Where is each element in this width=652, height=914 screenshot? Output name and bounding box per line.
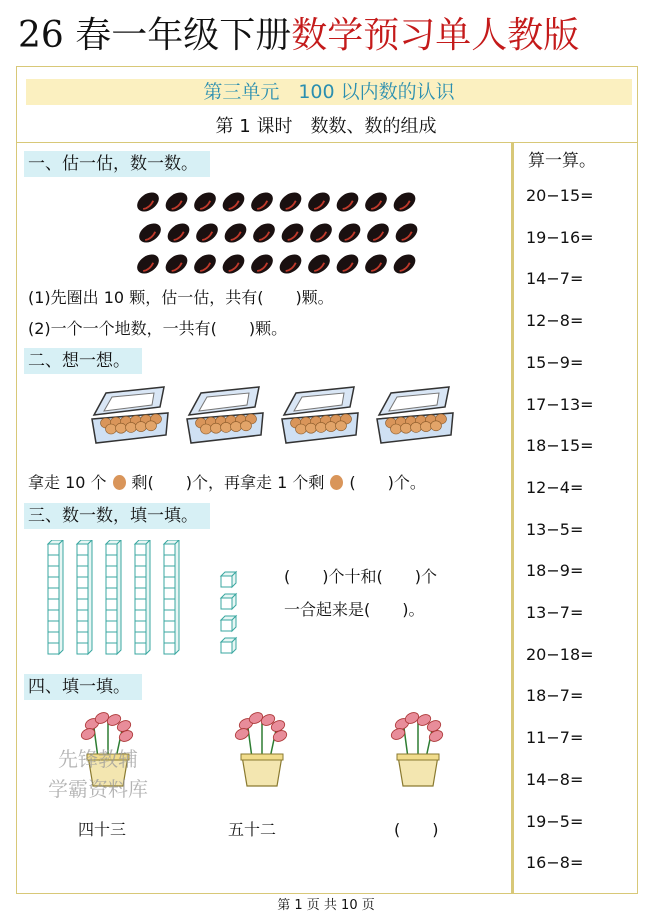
equation-item: 12−8= xyxy=(526,311,584,331)
bean xyxy=(333,251,362,278)
question-1-1: (1)先圈出 10 颗，估一估，共有( )颗。 xyxy=(28,288,334,307)
document-header xyxy=(18,14,579,58)
question-3-line2: 一合起来是( )。 xyxy=(284,600,425,619)
equation-item: 14−8= xyxy=(526,769,584,789)
page-footer: 第 1 页 共 10 页 xyxy=(277,898,375,913)
bean xyxy=(162,189,191,216)
egg-carton xyxy=(187,387,263,443)
ten-rod xyxy=(164,540,179,654)
egg-icon xyxy=(330,475,343,490)
divider xyxy=(16,142,638,143)
pot-label-2: 五十二 xyxy=(228,820,277,839)
question-2-part1: 拿走 10 个 xyxy=(28,473,107,492)
ones-cube xyxy=(221,594,236,609)
bean xyxy=(219,251,248,278)
base-ten-blocks xyxy=(40,540,300,660)
equation-item: 13−5= xyxy=(526,519,584,539)
section-4-title: 四、填一填。 xyxy=(24,674,142,700)
equation-item: 18−7= xyxy=(526,686,584,706)
right-column-title: 算一算。 xyxy=(528,151,596,171)
pot-label-1: 四十三 xyxy=(78,820,127,839)
ten-rod xyxy=(135,540,150,654)
bean xyxy=(191,251,220,278)
question-1-2: (2)一个一个地数，一共有( )颗。 xyxy=(28,319,288,338)
bean xyxy=(250,220,279,247)
bean xyxy=(164,220,193,247)
bean xyxy=(362,189,391,216)
equation-item: 16−8= xyxy=(526,853,584,873)
header-subject: 数学预习单人教版 xyxy=(291,15,580,56)
ones-cube xyxy=(221,572,236,587)
bean xyxy=(248,189,277,216)
egg-carton xyxy=(282,387,358,443)
bean xyxy=(136,220,165,247)
header-grade: 26 春一年级下册 xyxy=(18,15,292,56)
question-3-line1: ( )个十和( )个 xyxy=(284,567,437,586)
watermark-line1: 先锋教辅 xyxy=(58,747,138,771)
bean xyxy=(191,189,220,216)
equation-item: 12−4= xyxy=(526,477,584,497)
equation-item: 13−7= xyxy=(526,603,584,622)
question-2-part2: 剩( )个，再拿走 1 个剩 xyxy=(131,473,325,492)
bean xyxy=(276,189,305,216)
pot-label-3: ( ) xyxy=(394,820,439,839)
equation-item: 15−9= xyxy=(526,352,584,372)
bean xyxy=(307,220,336,247)
flower-pot xyxy=(390,711,445,786)
watermark-line2: 学霸资料库 xyxy=(48,777,148,801)
question-2 xyxy=(28,471,426,495)
ten-rod xyxy=(48,540,63,654)
unit-title: 第三单元 100 以内数的认识 xyxy=(26,79,632,105)
section-2-title: 二、想一想。 xyxy=(24,348,142,374)
section-3-title: 三、数一数，填一填。 xyxy=(24,503,210,529)
ones-cube xyxy=(221,638,236,653)
equation-item: 19−16= xyxy=(526,227,594,247)
bean xyxy=(193,220,222,247)
egg-carton xyxy=(92,387,168,443)
equation-item: 11−7= xyxy=(526,728,584,748)
bean xyxy=(219,189,248,216)
bean xyxy=(162,251,191,278)
equation-item: 18−15= xyxy=(526,436,594,456)
bean xyxy=(134,189,163,216)
bean xyxy=(221,220,250,247)
equation-item: 18−9= xyxy=(526,561,584,581)
ten-rod xyxy=(106,540,121,654)
equation-item: 19−5= xyxy=(526,811,584,831)
bean xyxy=(362,251,391,278)
equation-item: 20−18= xyxy=(526,644,594,664)
egg-icon xyxy=(113,475,126,490)
ones-cube xyxy=(221,616,236,631)
bean xyxy=(305,189,334,216)
section-1-title: 一、估一估，数一数。 xyxy=(24,151,210,177)
bean xyxy=(364,220,393,247)
ten-rod xyxy=(77,540,92,654)
bean xyxy=(333,189,362,216)
bean xyxy=(278,220,307,247)
question-2-part3: ( )个。 xyxy=(349,473,426,492)
bean xyxy=(335,220,364,247)
equation-item: 20−15= xyxy=(526,186,594,205)
bean xyxy=(390,189,419,216)
bean xyxy=(392,220,421,247)
egg-carton xyxy=(377,387,453,443)
lesson-title: 第 1 课时 数数、数的组成 xyxy=(215,116,437,137)
bean xyxy=(248,251,277,278)
bean xyxy=(305,251,334,278)
flower-pot xyxy=(234,711,289,786)
bean xyxy=(276,251,305,278)
bean xyxy=(134,251,163,278)
watermark xyxy=(48,744,148,804)
bean xyxy=(390,251,419,278)
equation-item: 17−13= xyxy=(526,394,594,414)
equation-item: 14−7= xyxy=(526,269,584,289)
